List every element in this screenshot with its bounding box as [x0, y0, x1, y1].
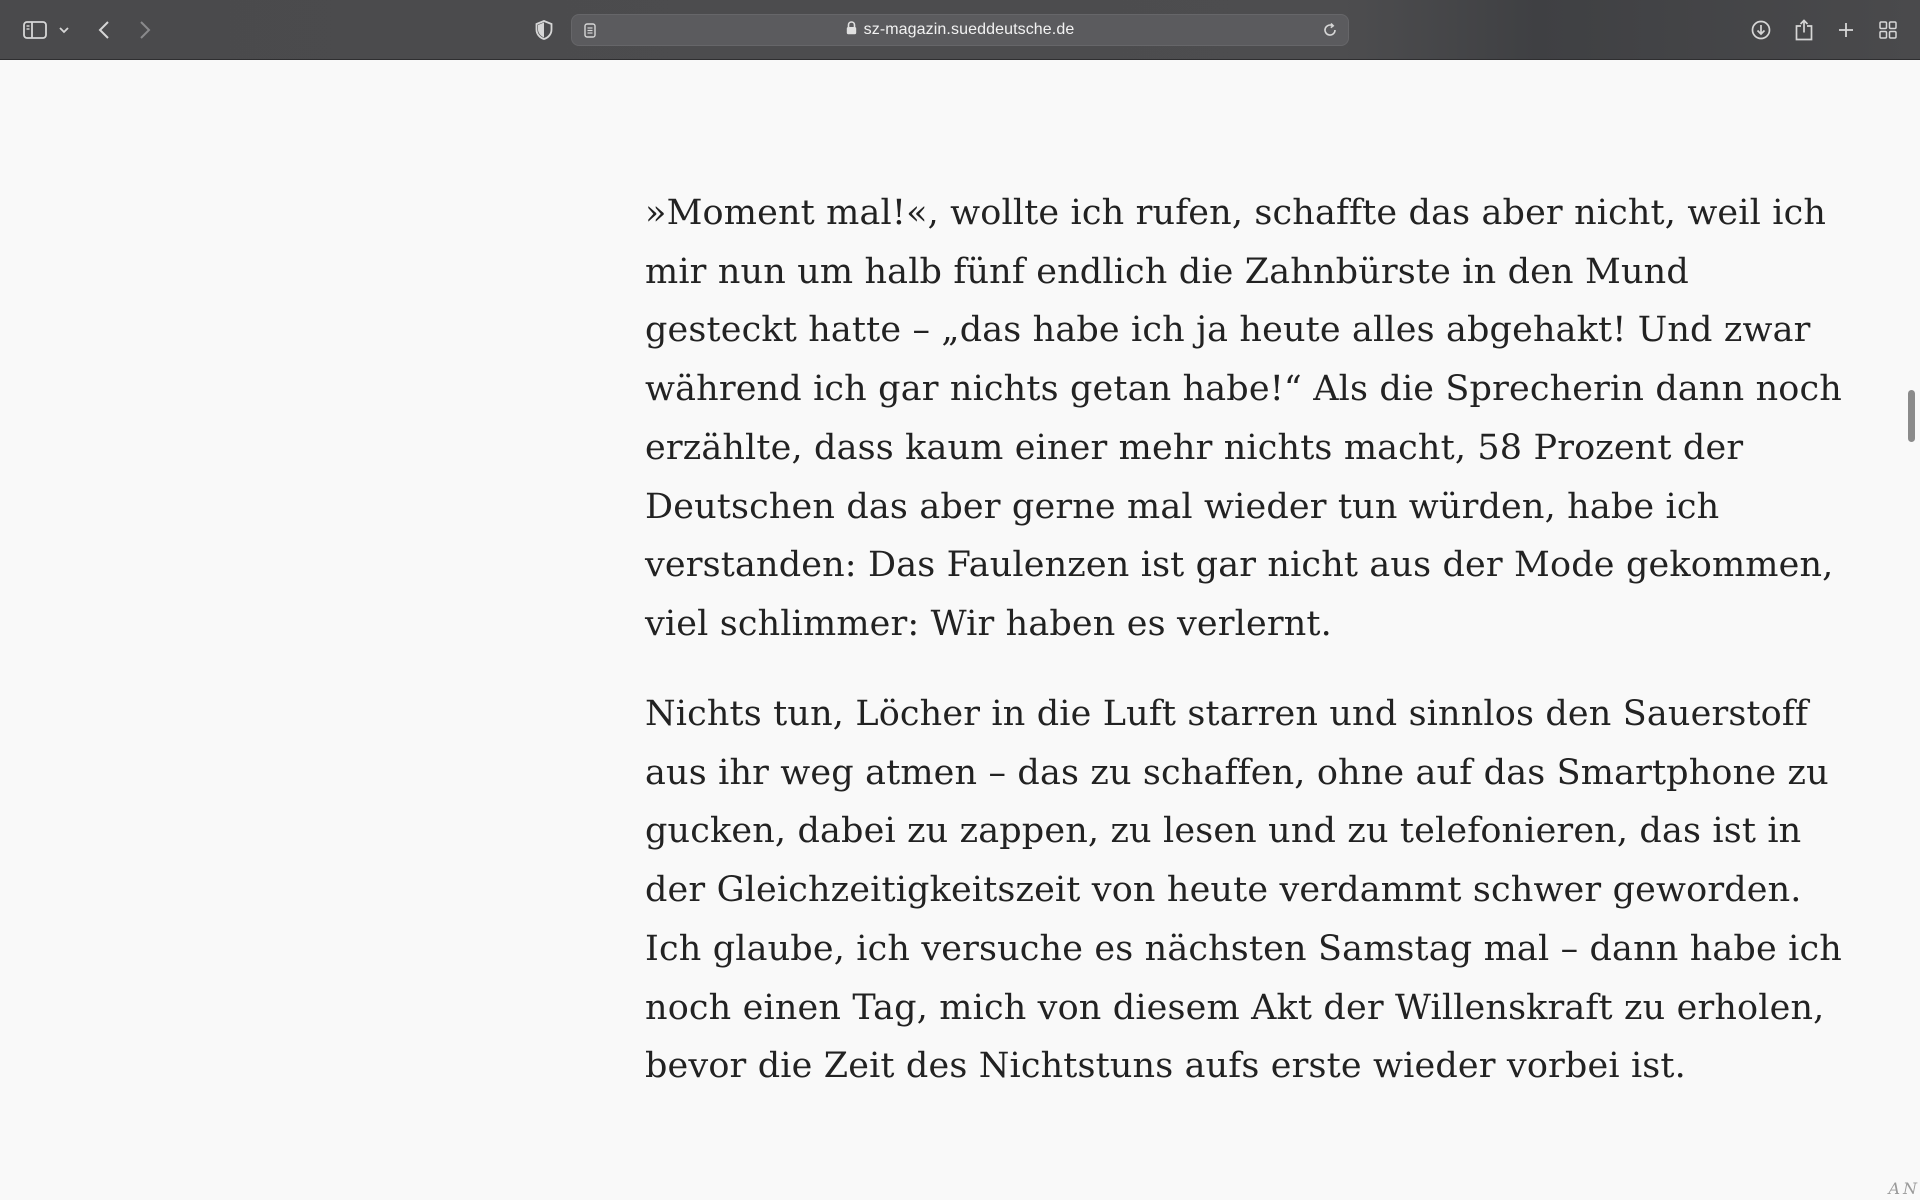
- article-paragraph-1: »Moment mal!«, wollte ich rufen, schaffte das aber nicht, weil ich mir nun um halb fünf endlich die Zahnbürste in den Mund gesteckt hatte – „das habe ich ja heute alles abgehakt! Und zwar während ich gar nichts getan habe!“ Als die Sprecherin dann noch erzählte, dass kaum einer mehr nichts macht, 58 Prozent der Deutschen das aber gerne mal wieder tun würden, habe ich verstanden: Das Faulenzen ist gar nicht aus der Mode gekommen, viel schlimmer: Wir haben es verlernt.: [645, 193, 1842, 644]
- corner-label: AN: [1888, 1179, 1920, 1198]
- grid-icon[interactable]: [1878, 14, 1898, 46]
- download-icon[interactable]: [1750, 14, 1772, 46]
- chevron-right-icon[interactable]: [136, 14, 154, 46]
- url-display[interactable]: [572, 15, 1348, 45]
- chevron-left-icon[interactable]: [95, 14, 113, 46]
- shield-icon[interactable]: [533, 14, 555, 46]
- reload-icon[interactable]: [1322, 22, 1338, 42]
- address-bar[interactable]: [571, 14, 1349, 46]
- scrollbar-thumb[interactable]: [1908, 390, 1915, 442]
- sidebar-icon[interactable]: [22, 14, 48, 46]
- article-paragraph-2: Nichts tun, Löcher in die Luft starren und sinnlos den Sauerstoff aus ihr weg atmen – das zu schaffen, ohne auf das Smartphone zu gucken, dabei zu zappen, zu lesen und zu telefonieren, das ist in der Gleichzeitigkeitszeit von heute verdammt schwer geworden. Ich glaube, ich versuche es nächsten Samstag mal – dann habe ich noch einen Tag, mich von diesem Akt der Willenskraft zu erholen, bevor die Zeit des Nichtstuns aufs erste wieder vorbei ist.: [645, 694, 1842, 1087]
- chevron-down-icon[interactable]: [58, 14, 70, 46]
- url-text: sz-magazin.sueddeutsche.de: [863, 21, 1075, 38]
- browser-toolbar: [0, 0, 1920, 60]
- lock-icon: [846, 21, 857, 40]
- plus-icon[interactable]: [1836, 14, 1856, 46]
- share-icon[interactable]: [1793, 14, 1815, 46]
